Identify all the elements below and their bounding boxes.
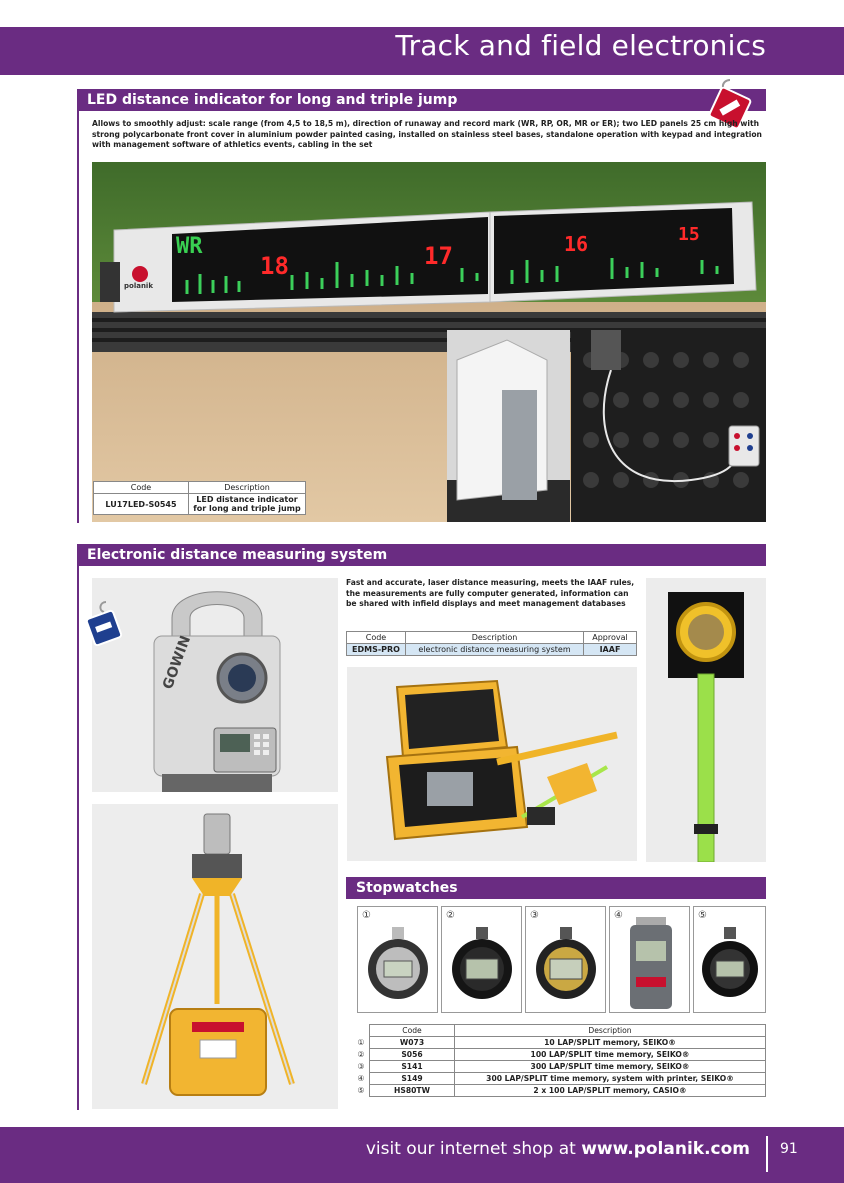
table-header-code: Code bbox=[347, 632, 406, 644]
led-description: Allows to smoothly adjust: scale range (from 4,5 to 18,5 m), direction of runaway and record mark (WR, RP, OR, MR or ER); two LED panels 25 cm high with strong polycarbonate front cover in aluminium powder painted casing, installed on stainless steel bases, standalone operation with keypad and integration with management software of athletics events, cabling in the set bbox=[92, 119, 762, 149]
stopwatch-number: ③ bbox=[530, 910, 539, 921]
stopwatch-description-cell: 300 LAP/SPLIT time memory, SEIKO® bbox=[455, 1061, 766, 1073]
stopwatch-description-cell: 10 LAP/SPLIT memory, SEIKO® bbox=[455, 1037, 766, 1049]
table-row bbox=[353, 1037, 766, 1049]
row-number: ⑤ bbox=[357, 1086, 365, 1095]
row-number: ④ bbox=[357, 1074, 365, 1083]
stopwatch-icon bbox=[610, 907, 690, 1013]
edm-description: Fast and accurate, laser distance measuring, meets the IAAF rules, the measurements are fully computer generated, information can be shared with infield displays and meet management databases bbox=[346, 578, 635, 608]
led-keypad-photo bbox=[571, 330, 766, 522]
stopwatch-icon bbox=[358, 907, 438, 1013]
led-spec-table bbox=[93, 481, 306, 515]
page-title: Track and field electronics bbox=[395, 29, 766, 62]
footer-divider bbox=[766, 1136, 768, 1172]
section-side-line bbox=[77, 89, 79, 523]
table-row bbox=[347, 644, 637, 656]
edm-section-title: Electronic distance measuring system bbox=[77, 544, 766, 566]
stopwatch-description-cell: 300 LAP/SPLIT time memory, system with printer, SEIKO® bbox=[455, 1073, 766, 1085]
edm-code-cell: EDMS-PRO bbox=[347, 644, 406, 656]
stopwatch-card-5 bbox=[693, 906, 766, 1013]
stopwatch-code-cell: S056 bbox=[370, 1049, 455, 1061]
table-header-description: Description bbox=[406, 632, 584, 644]
prism-pole-photo bbox=[646, 578, 766, 862]
table-header-description: Description bbox=[455, 1025, 766, 1037]
table-row bbox=[353, 1073, 766, 1085]
led-number-15: 15 bbox=[678, 224, 700, 245]
stopwatch-number: ② bbox=[446, 910, 455, 921]
led-number-16: 16 bbox=[564, 232, 589, 256]
stopwatch-card-1 bbox=[357, 906, 438, 1013]
led-code-cell: LU17LED-S0545 bbox=[94, 494, 189, 515]
stopwatch-icon bbox=[526, 907, 606, 1013]
edm-spec-table bbox=[346, 631, 637, 656]
instrument-brand-label: GOWIN bbox=[160, 633, 195, 692]
led-stand-photo bbox=[447, 330, 570, 522]
stopwatch-card-4 bbox=[609, 906, 690, 1013]
shop-link[interactable]: www.polanik.com bbox=[581, 1139, 750, 1159]
footer-shop-text bbox=[366, 1139, 750, 1159]
edm-instrument-photo bbox=[92, 578, 338, 792]
led-record-mark: WR bbox=[176, 234, 203, 259]
table-row bbox=[353, 1049, 766, 1061]
tag-icon bbox=[84, 600, 124, 646]
led-number-17: 17 bbox=[424, 242, 453, 270]
stopwatch-number: ① bbox=[362, 910, 371, 921]
stopwatch-spec-table bbox=[353, 1024, 766, 1097]
page-number: 91 bbox=[780, 1141, 798, 1157]
stopwatch-description-cell: 2 x 100 LAP/SPLIT memory, CASIO® bbox=[455, 1085, 766, 1097]
stopwatches-section-title: Stopwatches bbox=[346, 877, 766, 899]
table-header-approval: Approval bbox=[584, 632, 637, 644]
edm-tripod-photo bbox=[92, 804, 338, 1109]
edm-approval-cell: IAAF bbox=[584, 644, 637, 656]
table-header-description: Description bbox=[189, 482, 306, 494]
row-number: ① bbox=[357, 1038, 365, 1047]
led-number-18: 18 bbox=[260, 252, 289, 280]
row-number: ② bbox=[357, 1050, 365, 1059]
table-row bbox=[353, 1061, 766, 1073]
stopwatch-code-cell: S141 bbox=[370, 1061, 455, 1073]
stopwatch-card-2 bbox=[441, 906, 522, 1013]
stopwatch-number: ④ bbox=[614, 910, 623, 921]
led-brand-logo: polanik bbox=[124, 282, 153, 290]
table-header-code: Code bbox=[370, 1025, 455, 1037]
stopwatch-card-3 bbox=[525, 906, 606, 1013]
edm-case-photo bbox=[347, 667, 637, 861]
stopwatch-icon bbox=[694, 907, 766, 1013]
row-number: ③ bbox=[357, 1062, 365, 1071]
stopwatch-code-cell: HS80TW bbox=[370, 1085, 455, 1097]
stopwatch-icon bbox=[442, 907, 522, 1013]
stopwatch-number: ⑤ bbox=[698, 910, 707, 921]
footer-prefix: visit our internet shop at bbox=[365, 1139, 582, 1159]
table-row bbox=[94, 494, 306, 515]
stopwatch-code-cell: S149 bbox=[370, 1073, 455, 1085]
stopwatch-description-cell: 100 LAP/SPLIT time memory, SEIKO® bbox=[455, 1049, 766, 1061]
stopwatch-code-cell: W073 bbox=[370, 1037, 455, 1049]
table-header-code: Code bbox=[94, 482, 189, 494]
section-side-line bbox=[77, 544, 79, 1110]
edm-description-cell: electronic distance measuring system bbox=[406, 644, 584, 656]
table-row bbox=[353, 1085, 766, 1097]
led-description-cell: LED distance indicator for long and triple jump bbox=[189, 494, 306, 515]
led-section-title: LED distance indicator for long and triple jump bbox=[77, 89, 766, 111]
